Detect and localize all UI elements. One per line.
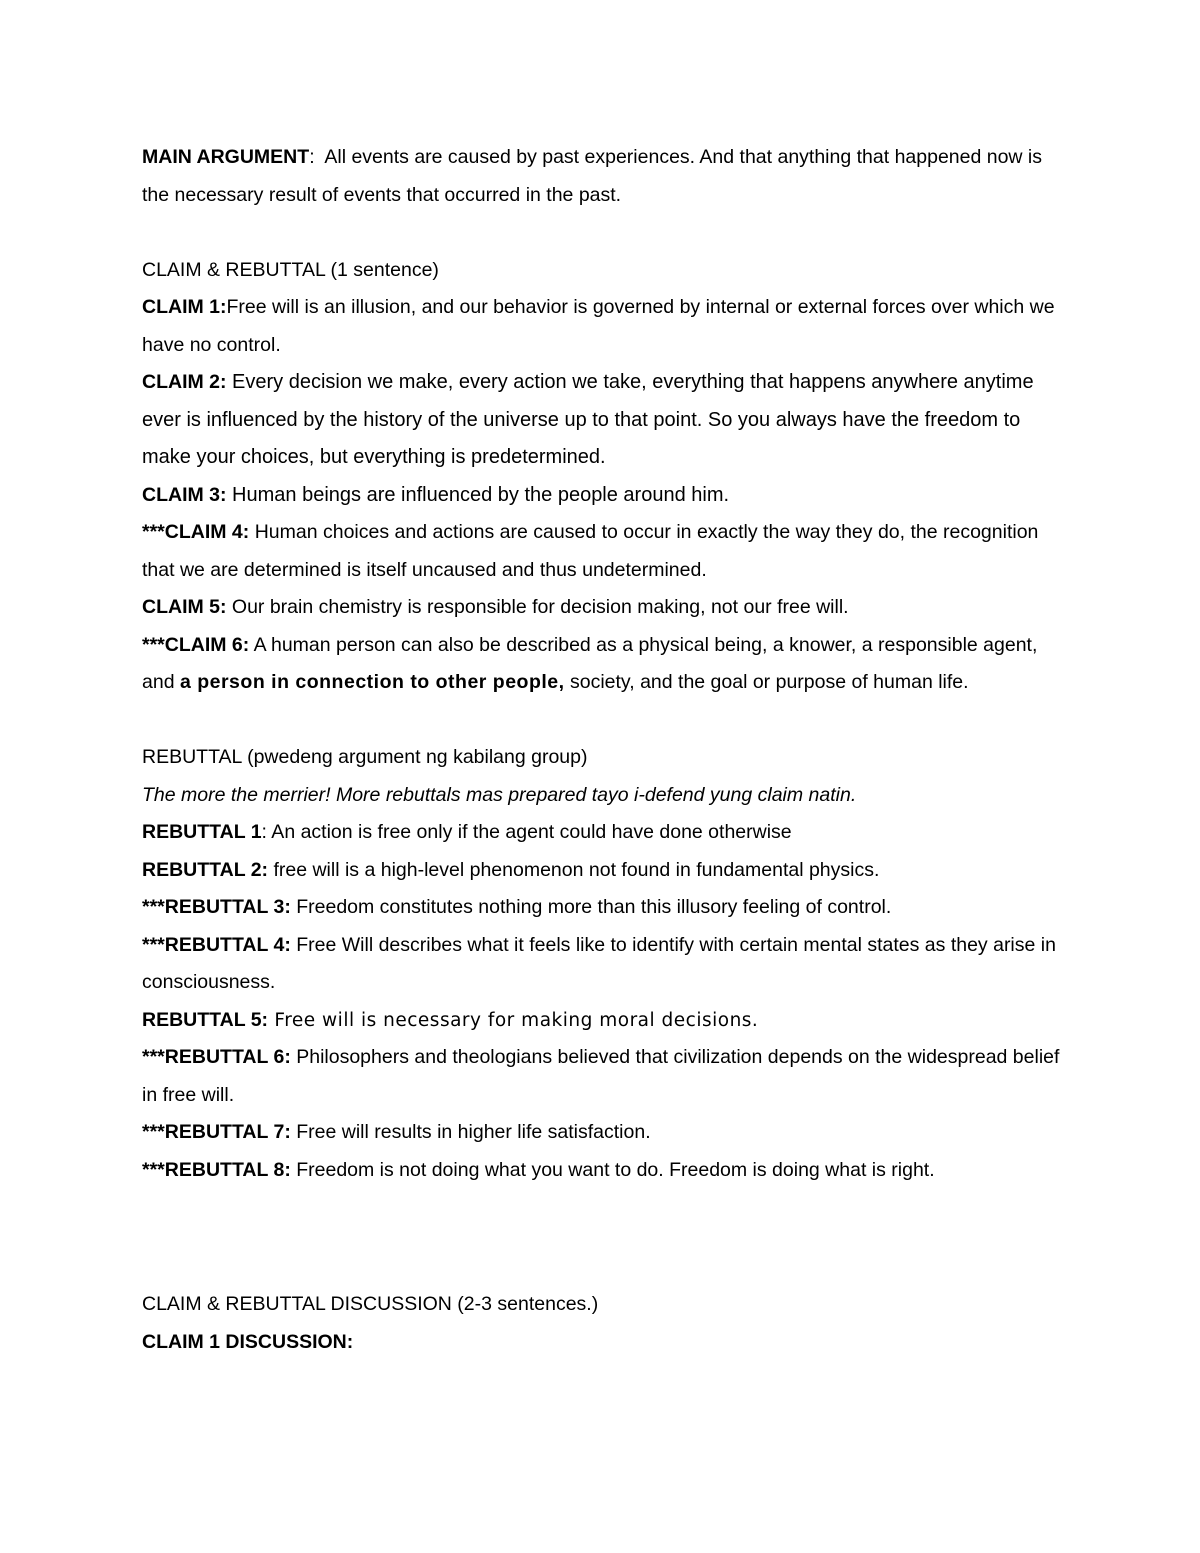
claim-6 (142, 627, 1072, 702)
claim-text: society, and the goal or purpose of human life. (564, 671, 969, 693)
rebuttal-stars: *** (142, 933, 165, 956)
blank-line (142, 702, 1072, 740)
claim-4 (142, 514, 1072, 589)
rebuttal-label: REBUTTAL 4: (164, 933, 291, 956)
blank-line (142, 214, 1072, 252)
rebuttal-label: REBUTTAL 6: (164, 1046, 291, 1068)
discussion-label: CLAIM 1 DISCUSSION: (142, 1330, 354, 1353)
rebuttal-7 (142, 1114, 1072, 1152)
claim-1-discussion (142, 1324, 1072, 1362)
claim-3 (142, 477, 1072, 515)
discussion-heading: CLAIM & REBUTTAL DISCUSSION (2-3 sentences.) (142, 1293, 599, 1315)
rebuttal-text: Free will results in higher life satisfaction. (290, 1121, 651, 1143)
claim-label: CLAIM 3: (142, 483, 227, 506)
rebuttal-note: The more the merrier! More rebuttals mas prepared tayo i-defend yung claim natin. (142, 783, 857, 806)
rebuttal-2 (142, 852, 1072, 890)
rebuttal-text: Freedom constitutes nothing more than this illusory feeling of control. (290, 896, 892, 918)
main-argument-sep: : (309, 146, 315, 168)
rebuttal-4 (142, 927, 1072, 1002)
rebuttal-label: REBUTTAL 2: (142, 858, 269, 881)
rebuttal-5 (142, 1002, 1072, 1040)
rebuttal-heading: REBUTTAL (pwedeng argument ng kabilang group) (142, 746, 588, 768)
rebuttal-label: REBUTTAL 1 (142, 821, 262, 843)
main-argument-label: MAIN ARGUMENT (142, 146, 310, 168)
claim-stars: *** (142, 521, 165, 543)
rebuttal-label: REBUTTAL 7: (164, 1121, 291, 1143)
rebuttal-8 (142, 1152, 1072, 1190)
rebuttal-label: REBUTTAL 8: (164, 1158, 291, 1181)
claim-label: CLAIM 6: (164, 633, 250, 656)
rebuttal-stars: *** (142, 1046, 165, 1068)
claim-text: A human person can also be described as a physical being, a knower, a responsible agent, and (142, 633, 1038, 693)
claim-label: CLAIM 4: (164, 521, 250, 543)
claim-text: Human choices and actions are caused to occur in exactly the way they do, the recognition that we are determined is itself uncaused and thus undetermined. (142, 521, 1039, 581)
rebuttal-text: Freedom is not doing what you want to do. Freedom is doing what is right. (290, 1158, 935, 1181)
rebuttal-label: REBUTTAL 3: (164, 896, 291, 918)
rebuttal-3 (142, 889, 1072, 927)
claim-label: CLAIM 2: (142, 371, 227, 393)
claim-label: CLAIM 1: (142, 296, 227, 318)
rebuttal-text: Free will is necessary for making moral decisions. (268, 1009, 759, 1031)
claim-stars: *** (142, 633, 165, 656)
rebuttal-6 (142, 1039, 1072, 1114)
blank-space (142, 1189, 1072, 1286)
rebuttal-text: Philosophers and theologians believed that civilization depends on the widespread belief in free will. (142, 1046, 1060, 1106)
rebuttal-text: Free Will describes what it feels like to identify with certain mental states as they arise in consciousness. (142, 933, 1056, 993)
claim-5 (142, 589, 1072, 627)
claim-text: Human beings are influenced by the people around him. (226, 483, 730, 506)
claim-label: CLAIM 5: (142, 596, 227, 618)
rebuttal-1 (142, 814, 1072, 852)
rebuttal-text: free will is a high-level phenomenon not found in fundamental physics. (268, 858, 880, 881)
rebuttal-stars: *** (142, 1158, 165, 1181)
document-body (142, 139, 1072, 1361)
rebuttal-label: REBUTTAL 5: (142, 1008, 269, 1031)
claim-text: Our brain chemistry is responsible for decision making, not our free will. (226, 596, 849, 618)
claim-bold-phrase: a person in connection to other people, (179, 671, 565, 693)
claim-2 (142, 364, 1072, 477)
claim-text: Free will is an illusion, and our behavior is governed by internal or external forces over which we have no control. (142, 296, 1055, 356)
rebuttal-stars: *** (142, 896, 165, 918)
rebuttal-text: : An action is free only if the agent could have done otherwise (261, 821, 792, 843)
claims-heading: CLAIM & REBUTTAL (1 sentence) (142, 258, 439, 281)
claim-text: Every decision we make, every action we take, everything that happens anywhere anytime ever is influenced by the history of the universe up to that point. So you always have the freedom to make your choices, but everything is predetermined. (142, 371, 1034, 468)
rebuttal-stars: *** (142, 1121, 165, 1143)
main-argument-text: All events are caused by past experiences. And that anything that happened now is the necessary result of events that occurred in the past. (142, 146, 1048, 206)
claim-1 (142, 289, 1072, 364)
main-argument-paragraph (142, 139, 1072, 214)
